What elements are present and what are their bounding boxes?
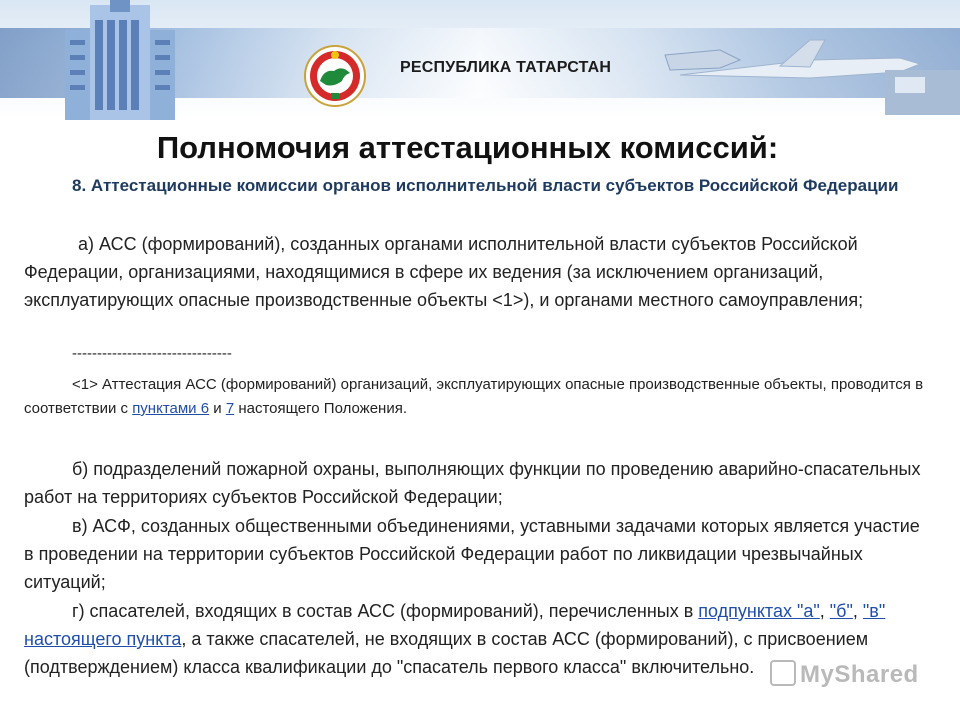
item-v-paragraph <box>24 512 927 596</box>
region-title: РЕСПУБЛИКА ТАТАРСТАН <box>400 59 612 76</box>
comma: , <box>852 601 858 621</box>
footnote-separator: -------------------------------- <box>72 345 232 362</box>
watermark <box>770 660 919 689</box>
footnote <box>24 373 924 421</box>
link-points-6[interactable]: пунктами 6 <box>132 400 210 417</box>
link-subitem-v[interactable]: "в" настоящего пункта <box>24 601 886 649</box>
item-8-text: 8. Аттестационные комиссии органов исполнительной власти субъектов Российской Федерации <box>72 176 899 195</box>
item-g-intro: г) спасателей, входящих в состав АСС (формирований), перечисленных в <box>72 601 694 621</box>
comma: , <box>819 601 825 621</box>
item-b-text: б) подразделений пожарной охраны, выполняющих функции по проведению аварийно-спасательных работ на территориях субъектов Российской Федерации; <box>24 459 921 507</box>
item-b-paragraph <box>24 455 927 511</box>
government-building-image <box>55 0 185 120</box>
footnote-and: и <box>213 400 222 417</box>
page-title: Полномочия аттестационных комиссий: <box>156 130 779 165</box>
item-8-heading <box>24 172 927 200</box>
header-banner <box>0 0 960 120</box>
link-point-7[interactable]: 7 <box>225 400 235 417</box>
watermark-logo-icon <box>770 660 796 686</box>
item-a-text: а) АСС (формирований), созданных органами исполнительной власти субъектов Российской Федерации, организациями, находящимися в сфере их ведения (за исключением организаций, эксплуатирующих опасные производственные объекты <1>), и органами местного самоуправления; <box>24 234 864 310</box>
link-subitem-a[interactable]: подпунктах "а" <box>698 601 820 621</box>
item-a-paragraph <box>24 230 927 314</box>
vehicles-image <box>660 20 960 115</box>
link-subitem-b[interactable]: "б" <box>829 601 853 621</box>
footnote-text: <1> Аттестация АСС (формирований) организаций, эксплуатирующих опасные производственные объекты, проводится в соответствии с <box>24 376 924 417</box>
watermark-text: MyShared <box>800 661 919 688</box>
item-g-tail: , а также спасателей, не входящих в состав АСС (формирований), с присвоением (подтверждением) класса квалификации до "спасатель первого класса" включительно. <box>24 629 869 677</box>
footnote-tail: настоящего Положения. <box>238 400 408 417</box>
item-v-text: в) АСФ, созданных общественными объединениями, уставными задачами которых является участие в проведении на территории субъектов Российской Федерации работ по ликвидации чрезвычайных ситуаций; <box>24 516 920 592</box>
tatarstan-emblem-image <box>304 45 366 107</box>
